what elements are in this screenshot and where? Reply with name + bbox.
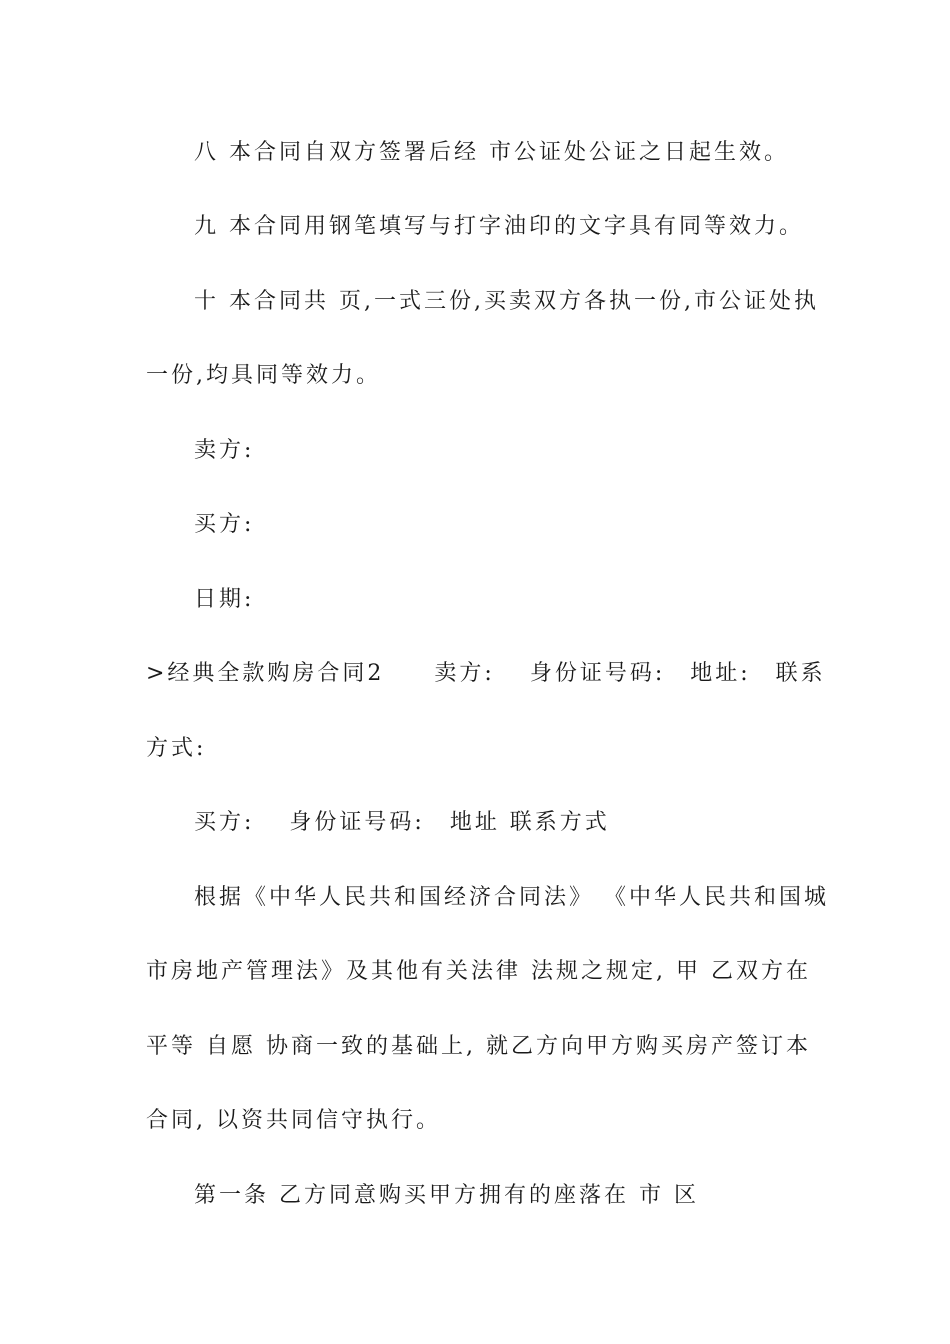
clause-ten-copies-continued: 一份,均具同等效力。	[146, 363, 381, 388]
buyer-signature-label: 买方:	[194, 512, 255, 537]
contract-two-title-seller-info: >经典全款购房合同2 卖方: 身份证号码: 地址: 联系	[146, 661, 826, 686]
date-label: 日期:	[194, 587, 255, 612]
seller-signature-label: 卖方:	[194, 438, 255, 463]
clause-ten-copies: 十 本合同共 页,一式三份,买卖双方各执一份,市公证处执	[194, 289, 819, 314]
clause-nine-equal-validity: 九 本合同用钢笔填写与打字油印的文字具有同等效力。	[194, 214, 804, 239]
clause-eight-effective-date: 八 本合同自双方签署后经 市公证处公证之日起生效。	[194, 140, 789, 165]
legal-basis-paragraph-line-2: 市房地产管理法》及其他有关法律 法规之规定, 甲 乙双方在	[146, 959, 811, 984]
article-one-property-location: 第一条 乙方同意购买甲方拥有的座落在 市 区	[194, 1183, 699, 1208]
seller-contact-continued: 方式:	[146, 736, 207, 761]
legal-basis-paragraph-line-1: 根据《中华人民共和国经济合同法》 《中华人民共和国城	[194, 885, 829, 910]
legal-basis-paragraph-line-4: 合同, 以资共同信守执行。	[146, 1108, 441, 1133]
buyer-info: 买方: 身份证号码: 地址 联系方式	[194, 810, 610, 835]
legal-basis-paragraph-line-3: 平等 自愿 协商一致的基础上, 就乙方向甲方购买房产签订本	[146, 1034, 811, 1059]
